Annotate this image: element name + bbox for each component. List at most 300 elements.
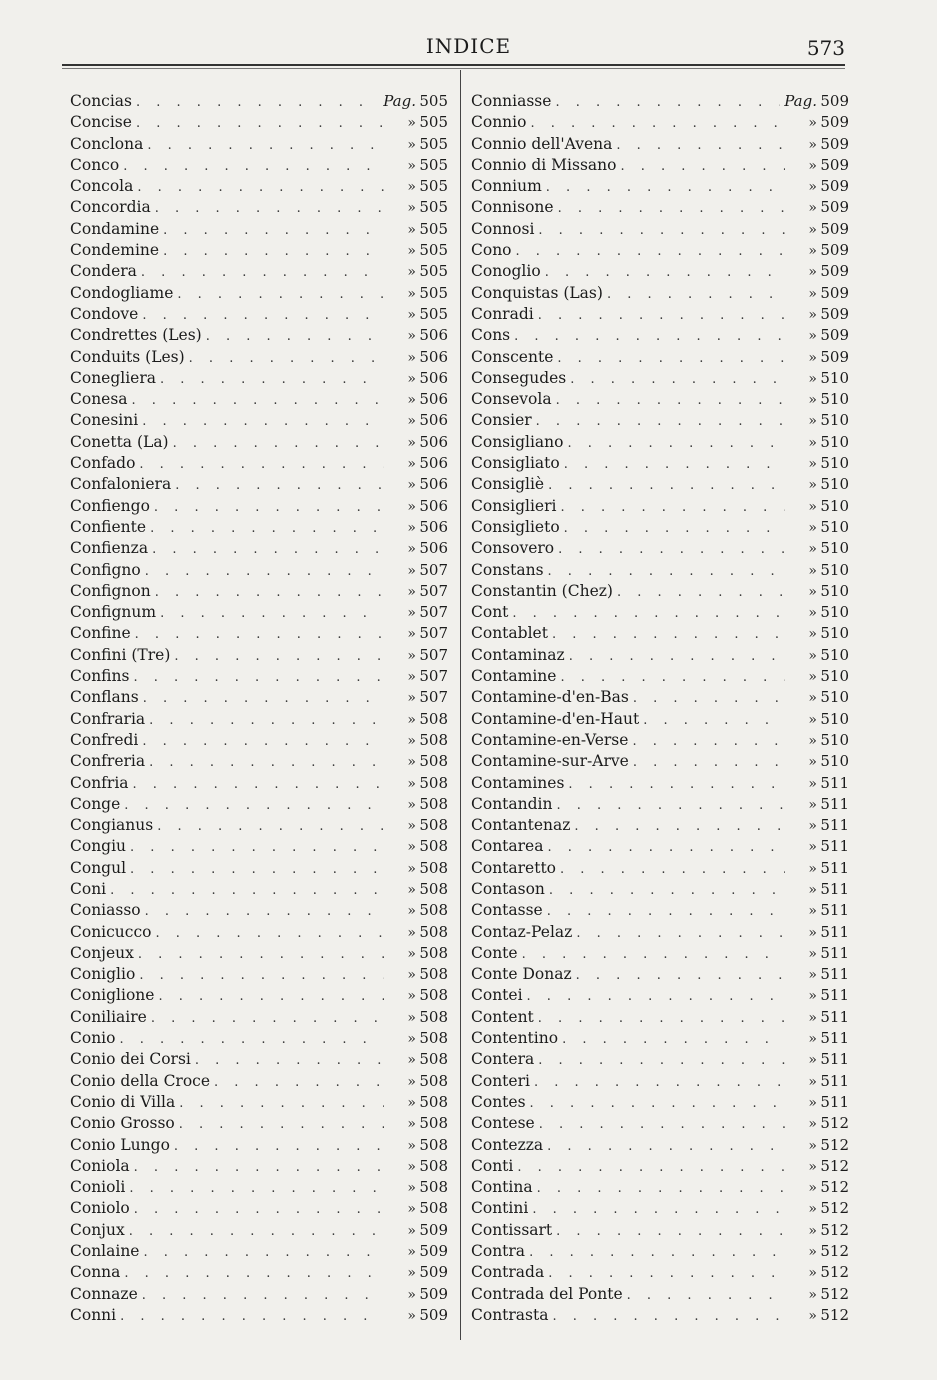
- entry-page: 512: [820, 1135, 849, 1154]
- entry-page: 509: [820, 92, 849, 110]
- entry-ref-mark: »: [808, 285, 817, 302]
- index-entry: [471, 943, 849, 964]
- entry-page: 507: [419, 624, 448, 643]
- entry-page: 508: [419, 1050, 448, 1069]
- entry-page: 511: [820, 879, 849, 898]
- dot-leader: [564, 518, 785, 538]
- dot-leader: [552, 1306, 785, 1326]
- dot-leader: [143, 688, 384, 708]
- index-entry: [70, 517, 448, 538]
- entry-page: 505: [419, 219, 448, 238]
- index-entry: [471, 581, 849, 602]
- entry-name: Conlaine: [70, 1242, 140, 1261]
- index-entry: [471, 794, 849, 815]
- entry-name: Coniasso: [70, 901, 141, 920]
- entry-ref-mark: »: [407, 541, 416, 558]
- entry-page: 511: [820, 901, 849, 920]
- entry-ref-mark: »: [407, 945, 416, 962]
- entry-ref-mark: »: [407, 413, 416, 430]
- index-entry: [70, 1135, 448, 1156]
- entry-page: 508: [419, 1156, 448, 1175]
- dot-leader: [120, 1306, 384, 1326]
- index-column-right: [471, 91, 849, 1326]
- index-entry: [70, 773, 448, 794]
- entry-ref-mark: »: [407, 1052, 416, 1069]
- index-entry: [70, 836, 448, 857]
- dot-leader: [142, 305, 384, 325]
- entry-name: Contandin: [471, 794, 553, 813]
- entry-page: 508: [419, 816, 448, 835]
- index-entry: [70, 1049, 448, 1070]
- entry-page: 512: [820, 1114, 849, 1133]
- entry-name: Contese: [471, 1114, 535, 1133]
- entry-ref-mark: »: [407, 200, 416, 217]
- entry-name: Coniola: [70, 1156, 130, 1175]
- entry-name: Contaz-Pelaz: [471, 922, 573, 941]
- entry-page: 510: [820, 496, 849, 515]
- entry-name: Confins: [70, 667, 130, 686]
- entry-name: Conesa: [70, 390, 128, 409]
- entry-page: 509: [820, 262, 849, 281]
- dot-leader: [558, 539, 785, 559]
- index-entry: [70, 432, 448, 453]
- entry-page: 511: [820, 1071, 849, 1090]
- dot-leader: [557, 348, 785, 368]
- index-entry: [70, 709, 448, 730]
- dot-leader: [620, 156, 785, 176]
- entry-name: Conio Lungo: [70, 1135, 170, 1154]
- index-entry: [471, 815, 849, 836]
- entry-ref-mark: »: [407, 179, 416, 196]
- entry-name: Conioli: [70, 1178, 126, 1197]
- index-entry: [70, 453, 448, 474]
- dot-leader: [530, 113, 785, 133]
- entry-ref-mark: »: [407, 1244, 416, 1261]
- index-entry: [471, 1007, 849, 1028]
- index-entry: [471, 538, 849, 559]
- entry-ref-mark: »: [407, 924, 416, 941]
- entry-ref-mark: »: [808, 860, 817, 877]
- entry-name: Contason: [471, 879, 545, 898]
- index-entry: [471, 240, 849, 261]
- entry-page: 506: [419, 368, 448, 387]
- entry-ref-mark: »: [407, 903, 416, 920]
- entry-page: 510: [820, 603, 849, 622]
- entry-name: Concias: [70, 92, 133, 110]
- entry-page: 511: [820, 986, 849, 1005]
- entry-page: 508: [419, 901, 448, 920]
- dot-leader: [552, 624, 785, 644]
- entry-ref-mark: »: [808, 754, 817, 771]
- entry-page: 510: [820, 475, 849, 494]
- entry-name: Contamine-d'en-Bas: [471, 688, 629, 707]
- entry-page: 507: [419, 603, 448, 622]
- entry-page: 506: [419, 454, 448, 473]
- entry-page: 508: [419, 1092, 448, 1111]
- dot-leader: [569, 646, 785, 666]
- dot-leader: [568, 774, 785, 794]
- dot-leader: [643, 710, 785, 730]
- entry-page: 511: [820, 922, 849, 941]
- entry-name: Conio: [70, 1029, 116, 1048]
- entry-page: 512: [820, 1178, 849, 1197]
- dot-leader: [156, 923, 385, 943]
- entry-name: Conio Grosso: [70, 1114, 175, 1133]
- index-entry: [471, 1198, 849, 1219]
- entry-ref-mark: »: [808, 967, 817, 984]
- entry-ref-mark: »: [407, 264, 416, 281]
- entry-page: 508: [419, 1135, 448, 1154]
- entry-ref-mark: »: [407, 221, 416, 238]
- index-entry: [471, 1305, 849, 1326]
- index-entry: [70, 666, 448, 687]
- entry-ref-mark: »: [808, 477, 817, 494]
- entry-name: Condogliame: [70, 283, 174, 302]
- entry-ref-mark: »: [808, 1265, 817, 1282]
- entry-ref-mark: »: [407, 1116, 416, 1133]
- index-entry: [471, 91, 849, 112]
- entry-ref-mark: »: [808, 605, 817, 622]
- index-entry: [70, 197, 448, 218]
- entry-name: Contissart: [471, 1220, 553, 1239]
- entry-name: Contamine-d'en-Haut: [471, 709, 640, 728]
- entry-ref-mark: »: [808, 839, 817, 856]
- entry-page: 505: [419, 198, 448, 217]
- entry-ref-mark: »: [407, 1180, 416, 1197]
- entry-ref-mark: »: [808, 924, 817, 941]
- entry-name: Confado: [70, 454, 136, 473]
- entry-page: 510: [820, 667, 849, 686]
- entry-ref-mark: »: [407, 1286, 416, 1303]
- entry-name: Contera: [471, 1050, 535, 1069]
- entry-ref-mark: »: [407, 839, 416, 856]
- entry-name: Contezza: [471, 1135, 544, 1154]
- dot-leader: [532, 1199, 785, 1219]
- dot-leader: [512, 603, 785, 623]
- entry-page: 510: [820, 390, 849, 409]
- entry-name: Condove: [70, 304, 139, 323]
- entry-name: Contamine: [471, 667, 557, 686]
- index-entry: [471, 645, 849, 666]
- entry-name: Conniasse: [471, 92, 552, 110]
- dot-leader: [627, 1285, 785, 1305]
- dot-leader: [576, 923, 785, 943]
- index-entry: [70, 687, 448, 708]
- entry-page: 507: [419, 667, 448, 686]
- index-entry: [471, 112, 849, 133]
- dot-leader: [154, 497, 384, 517]
- entry-name: Cont: [471, 603, 509, 622]
- entry-ref-mark: »: [808, 413, 817, 430]
- entry-page: 505: [419, 113, 448, 132]
- entry-page: 508: [419, 1007, 448, 1026]
- index-entry: [471, 496, 849, 517]
- entry-page: 509: [419, 1220, 448, 1239]
- entry-page: 508: [419, 752, 448, 771]
- dot-leader: [547, 837, 785, 857]
- index-entry: [70, 91, 448, 112]
- entry-name: Contablet: [471, 624, 548, 643]
- entry-page: 512: [820, 1242, 849, 1261]
- index-entry: [471, 368, 849, 389]
- entry-name: Conegliera: [70, 368, 157, 387]
- entry-name: Conti: [471, 1156, 514, 1175]
- index-entry: [70, 751, 448, 772]
- entry-name: Confine: [70, 624, 131, 643]
- dot-leader: [149, 710, 384, 730]
- index-entry: [70, 219, 448, 240]
- entry-name: Coniolo: [70, 1199, 130, 1218]
- index-entry: [471, 1156, 849, 1177]
- entry-ref-mark: »: [808, 903, 817, 920]
- entry-page: 507: [419, 688, 448, 707]
- index-entry: [471, 900, 849, 921]
- entry-name: Confraria: [70, 709, 146, 728]
- header-rule: [62, 64, 845, 66]
- index-entry: [471, 219, 849, 240]
- entry-page: 506: [419, 390, 448, 409]
- entry-ref-mark: »: [808, 157, 817, 174]
- index-entry: [70, 1305, 448, 1326]
- entry-ref-mark: »: [808, 1158, 817, 1175]
- index-entry: [471, 602, 849, 623]
- dot-leader: [560, 859, 785, 879]
- entry-ref-mark: »: [407, 988, 416, 1005]
- entry-ref-mark: »: [407, 775, 416, 792]
- index-entry: [70, 645, 448, 666]
- entry-page: 509: [820, 198, 849, 217]
- dot-leader: [150, 518, 384, 538]
- entry-ref-mark: »: [808, 988, 817, 1005]
- index-entry: [471, 432, 849, 453]
- dot-leader: [175, 475, 384, 495]
- index-entry: [471, 134, 849, 155]
- dot-leader: [570, 369, 785, 389]
- entry-ref-mark: »: [407, 243, 416, 260]
- dot-leader: [139, 965, 384, 985]
- entry-ref-mark: »: [407, 860, 416, 877]
- entry-page: 510: [820, 368, 849, 387]
- entry-ref-mark: »: [808, 392, 817, 409]
- entry-name: Connosi: [471, 219, 535, 238]
- index-entry: [471, 1071, 849, 1092]
- dot-leader: [534, 1072, 785, 1092]
- entry-page: 512: [820, 1305, 849, 1324]
- entry-page: 508: [419, 709, 448, 728]
- index-entry: [70, 134, 448, 155]
- index-entry: [70, 1177, 448, 1198]
- entry-page: 505: [419, 304, 448, 323]
- index-entry: [471, 1241, 849, 1262]
- entry-name: Condrettes (Les): [70, 326, 202, 345]
- index-entry: [70, 261, 448, 282]
- dot-leader: [214, 1072, 384, 1092]
- dot-leader: [135, 624, 384, 644]
- entry-page: 509: [820, 134, 849, 153]
- dot-leader: [195, 1050, 384, 1070]
- entry-name: Consigliè: [471, 475, 545, 494]
- dot-leader: [547, 901, 785, 921]
- entry-ref-mark: »: [407, 519, 416, 536]
- dot-leader: [133, 774, 384, 794]
- entry-page: 506: [419, 326, 448, 345]
- entry-page: 509: [820, 219, 849, 238]
- entry-name: Consiglieri: [471, 496, 557, 515]
- entry-page: 507: [419, 645, 448, 664]
- entry-ref-mark: »: [407, 796, 416, 813]
- entry-name: Configno: [70, 560, 141, 579]
- entry-ref-mark: »: [808, 519, 817, 536]
- entry-ref-mark: »: [808, 306, 817, 323]
- entry-page: 510: [820, 432, 849, 451]
- entry-page: 508: [419, 1178, 448, 1197]
- entry-name: Conjux: [70, 1220, 125, 1239]
- dot-leader: [137, 177, 384, 197]
- index-column-left: [70, 91, 448, 1326]
- entry-page: 511: [820, 773, 849, 792]
- entry-name: Congul: [70, 858, 127, 877]
- dot-leader: [529, 1242, 785, 1262]
- dot-leader: [142, 1285, 384, 1305]
- entry-page: 505: [419, 283, 448, 302]
- entry-page: 510: [820, 688, 849, 707]
- entry-ref-mark: »: [808, 1094, 817, 1111]
- index-entry: [70, 474, 448, 495]
- index-entry: [471, 347, 849, 368]
- entry-page: 511: [820, 965, 849, 984]
- index-entry: [471, 773, 849, 794]
- dot-leader: [548, 475, 785, 495]
- entry-page: 511: [820, 1029, 849, 1048]
- index-entry: [70, 304, 448, 325]
- entry-page: 510: [820, 560, 849, 579]
- index-entry: [70, 112, 448, 133]
- dot-leader: [633, 688, 785, 708]
- dot-leader: [555, 92, 780, 112]
- entry-name: Content: [471, 1007, 534, 1026]
- index-entry: [70, 1007, 448, 1028]
- entry-name: Conesini: [70, 411, 139, 430]
- dot-leader: [549, 880, 785, 900]
- index-entry: [70, 1262, 448, 1283]
- entry-ref-mark: »: [407, 881, 416, 898]
- dot-leader: [517, 1157, 785, 1177]
- entry-page: 510: [820, 581, 849, 600]
- entry-name: Confreria: [70, 752, 146, 771]
- entry-page: 508: [419, 1114, 448, 1133]
- dot-leader: [129, 1221, 384, 1241]
- entry-ref-mark: »: [808, 221, 817, 238]
- dot-leader: [138, 944, 384, 964]
- entry-page: 509: [820, 155, 849, 174]
- entry-page: 508: [419, 879, 448, 898]
- entry-ref-mark: »: [407, 647, 416, 664]
- page-title: INDICE: [425, 34, 512, 58]
- entry-name: Confredi: [70, 730, 139, 749]
- entry-name: Contentino: [471, 1029, 559, 1048]
- entry-page: 508: [419, 858, 448, 877]
- entry-ref-mark: »: [407, 1158, 416, 1175]
- entry-ref-mark: »: [407, 1307, 416, 1324]
- entry-page: 505: [419, 155, 448, 174]
- dot-leader: [136, 92, 379, 112]
- index-entry: [471, 1049, 849, 1070]
- entry-name: Contrada del Ponte: [471, 1284, 623, 1303]
- dot-leader: [124, 795, 384, 815]
- page-header: [0, 0, 937, 70]
- entry-ref-mark: »: [808, 370, 817, 387]
- entry-name: Confiente: [70, 517, 147, 536]
- entry-name: Conscente: [471, 347, 554, 366]
- entry-ref-mark: »: [808, 434, 817, 451]
- dot-leader: [617, 582, 785, 602]
- dot-leader: [607, 284, 785, 304]
- entry-page: 506: [419, 475, 448, 494]
- entry-ref-mark: »: [407, 157, 416, 174]
- dot-leader: [558, 198, 785, 218]
- dot-leader: [538, 1008, 785, 1028]
- entry-name: Confaloniera: [70, 475, 172, 494]
- index-entry: [471, 261, 849, 282]
- entry-page: 512: [820, 1156, 849, 1175]
- entry-ref-mark: »: [407, 136, 416, 153]
- entry-ref-mark: »: [407, 967, 416, 984]
- dot-leader: [179, 1114, 384, 1134]
- index-entry: [471, 176, 849, 197]
- entry-ref-mark: »: [808, 179, 817, 196]
- entry-name: Contra: [471, 1242, 526, 1261]
- entry-ref-mark: »: [808, 711, 817, 728]
- entry-name: Contasse: [471, 901, 543, 920]
- index-entry: [471, 325, 849, 346]
- index-entry: [471, 283, 849, 304]
- entry-name: Confini (Tre): [70, 645, 171, 664]
- header-rule-thin: [62, 68, 845, 69]
- entry-page: 510: [820, 730, 849, 749]
- index-entry: [471, 687, 849, 708]
- column-divider: [460, 70, 461, 1340]
- entry-name: Contamine-en-Verse: [471, 730, 629, 749]
- dot-leader: [522, 944, 785, 964]
- entry-ref-mark: »: [808, 669, 817, 686]
- entry-name: Contina: [471, 1178, 533, 1197]
- index-entry: [471, 709, 849, 730]
- entry-name: Conte: [471, 943, 518, 962]
- dot-leader: [174, 1136, 384, 1156]
- entry-name: Confiengo: [70, 496, 150, 515]
- entry-ref-mark: »: [808, 1009, 817, 1026]
- index-entry: [70, 879, 448, 900]
- index-entry: [70, 964, 448, 985]
- dot-leader: [144, 1242, 385, 1262]
- index-entry: [70, 602, 448, 623]
- entry-page: 508: [419, 730, 448, 749]
- entry-page: 505: [419, 241, 448, 260]
- dot-leader: [155, 582, 384, 602]
- entry-ref-mark: »: [808, 115, 817, 132]
- entry-name: Contei: [471, 986, 523, 1005]
- entry-name: Consier: [471, 411, 532, 430]
- entry-ref-mark: »: [808, 243, 817, 260]
- entry-ref-mark: »: [808, 562, 817, 579]
- entry-ref-mark: »: [808, 498, 817, 515]
- entry-name: Consigliano: [471, 432, 564, 451]
- dot-leader: [134, 1157, 384, 1177]
- entry-name: Confignum: [70, 603, 157, 622]
- index-entry: [70, 240, 448, 261]
- dot-leader: [174, 646, 384, 666]
- index-entry: [70, 900, 448, 921]
